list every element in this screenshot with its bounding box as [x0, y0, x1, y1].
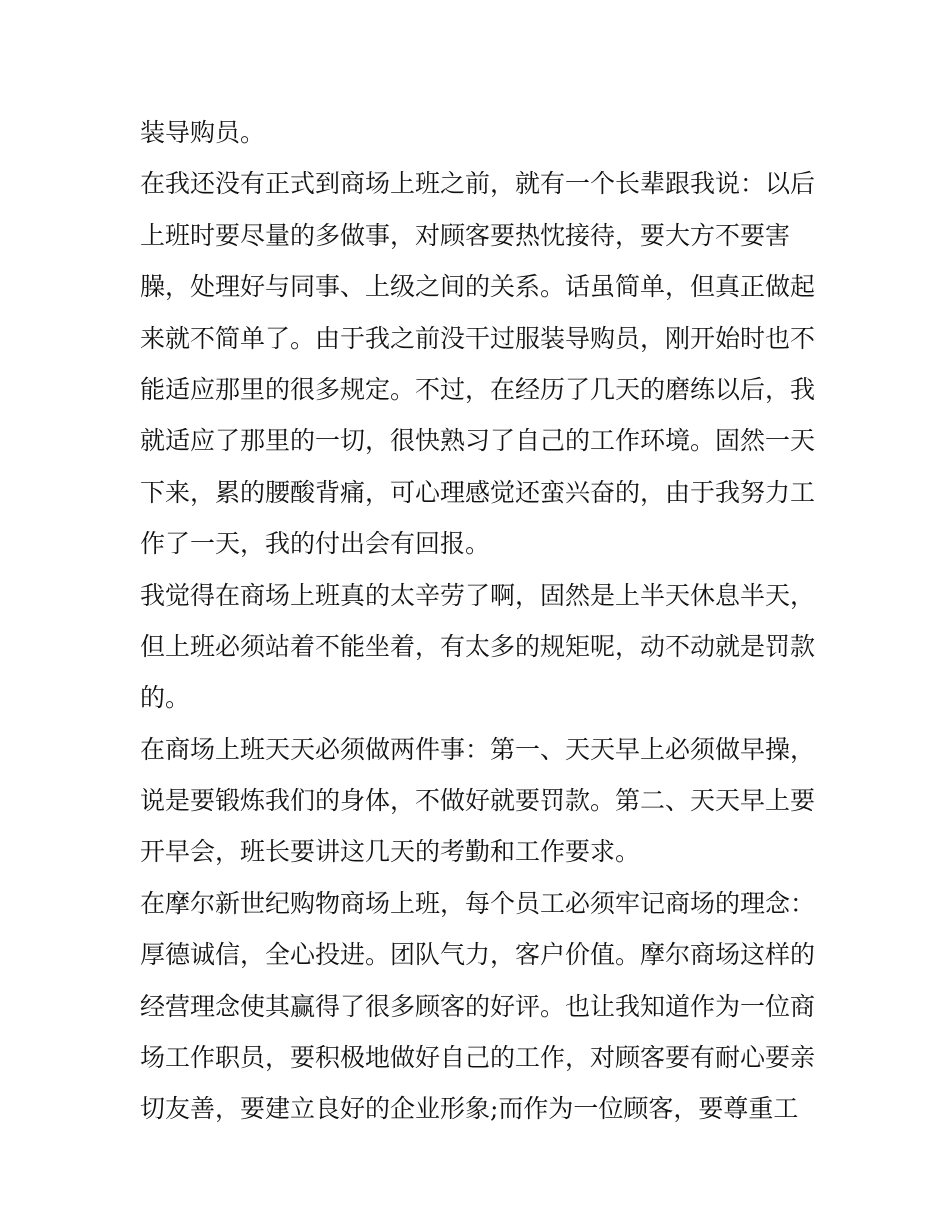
- text-line: 厚德诚信，全心投进。团队气力，客户价值。摩尔商场这样的: [140, 940, 816, 970]
- text-line: 来就不简单了。由于我之前没干过服装导购员，刚开始时也不: [140, 323, 816, 353]
- body-text: [140, 107, 820, 1135]
- text-line: 说是要锻炼我们的身体，不做好就要罚款。第二、天天早上要: [140, 786, 816, 816]
- text-line: 臊，处理好与同事、上级之间的关系。话虽简单，但真正做起: [140, 272, 816, 302]
- text-line: 装导购员。: [140, 118, 266, 147]
- text-line: 我觉得在商场上班真的太辛劳了啊，固然是上半天休息半天，: [140, 580, 816, 610]
- text-line: 在摩尔新世纪购物商场上班，每个员工必须牢记商场的理念：: [140, 888, 816, 918]
- text-line: 在商场上班天天必须做两件事：第一、天天早上必须做早操，: [140, 734, 816, 764]
- text-line: 切友善，要建立良好的企业形象;而作为一位顾客，要尊重工: [140, 1094, 799, 1124]
- text-line: 在我还没有正式到商场上班之前，就有一个长辈跟我说：以后: [140, 169, 816, 199]
- text-line: 作了一天，我的付出会有回报。: [140, 529, 491, 559]
- text-line: 能适应那里的很多规定。不过，在经历了几天的磨练以后，我: [140, 374, 816, 404]
- text-line: 开早会，班长要讲这几天的考勤和工作要求。: [140, 837, 641, 867]
- text-line: 经营理念使其赢得了很多顾客的好评。也让我知道作为一位商: [140, 991, 816, 1021]
- text-line: 但上班必须站着不能坐着，有太多的规矩呢，动不动就是罚款: [140, 631, 816, 661]
- text-line: 下来，累的腰酸背痛，可心理感觉还蛮兴奋的，由于我努力工: [140, 477, 816, 507]
- text-line: 场工作职员，要积极地做好自己的工作，对顾客要有耐心要亲: [140, 1043, 816, 1073]
- text-line: 就适应了那里的一切，很快熟习了自己的工作环境。固然一天: [140, 426, 816, 456]
- text-line: 的。: [140, 683, 191, 713]
- text-line: 上班时要尽量的多做事，对顾客要热忱接待，要大方不要害: [140, 220, 791, 250]
